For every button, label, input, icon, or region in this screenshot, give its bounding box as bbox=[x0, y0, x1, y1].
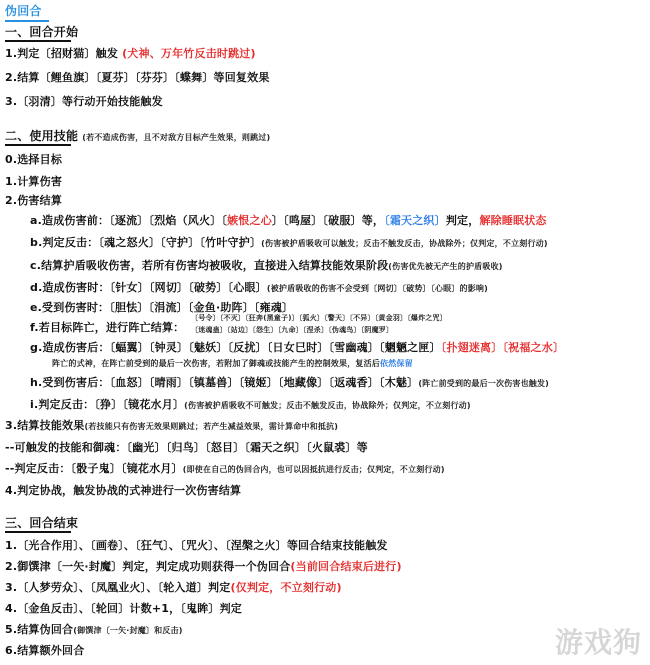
s1-line-3: 3.〔羽清〕等行动开始技能触发 bbox=[5, 95, 163, 108]
s2-item-f-row-1: 〔号令〕〔不灭〕〔狂奔(黑童子)〕〔狐火〕〔警天〕〔不异〕〔黄金羽〕〔爆炸之咒〕 bbox=[191, 314, 447, 322]
s2-item-d-text: d.造成伤害时：〔针女〕〔网切〕〔破势〕〔心眼〕 bbox=[30, 281, 267, 294]
s2-line-3b: --可触发的技能和御魂：〔幽光〕〔归鸟〕〔怒目〕〔霜天之织〕〔火鼠裘〕等 bbox=[5, 441, 368, 454]
section-1-heading: 一、回合开始 bbox=[5, 25, 79, 39]
section-2-underline bbox=[5, 144, 71, 146]
s2-item-i-note-2: 触发；反击不触发反击， bbox=[261, 401, 353, 410]
s2-item-g-note bbox=[52, 356, 413, 371]
s3-line-3-text: 3.〔人梦劳众〕、〔凤凰业火〕、〔轮入道〕判定 bbox=[5, 581, 231, 594]
s1-line-1-text: 1.判定〔招财猫〕触发 bbox=[5, 47, 119, 60]
s2-item-i-cannot: 不可 bbox=[245, 401, 262, 410]
s2-item-g-red-2: 〔祝福之水〕 bbox=[502, 341, 565, 354]
s2-item-a-red: 嫉恨之心 bbox=[227, 214, 272, 227]
s2-line-3c-text: --判定反击：〔骰子鬼〕〔镜花水月〕 bbox=[5, 462, 183, 475]
s2-item-b-coop: 协战除外 bbox=[429, 239, 462, 248]
s2-line-3c-close: ) bbox=[440, 465, 445, 474]
s2-item-i-note: (伤害被护盾吸收 bbox=[184, 401, 246, 410]
s3-line-5-note: (御馔津〔一矢·封魔〕和反击) bbox=[73, 626, 183, 635]
section-3-heading: 三、回合结束 bbox=[5, 516, 79, 530]
s2-item-h-note: (阵亡前受到的最后一次伤害也触发) bbox=[418, 379, 550, 388]
s2-item-b-close: ) bbox=[543, 239, 548, 248]
s3-line-5-text: 5.结算伪回合 bbox=[5, 623, 74, 636]
section-2-heading-text: 二、使用技能 bbox=[5, 129, 79, 143]
s2-item-g-note-blue: 依然保留 bbox=[380, 359, 413, 368]
s2-item-g-text: g.造成伤害后：〔蝠翼〕〔钟灵〕〔魅妖〕〔反扰〕〔日女巳时〕〔雪幽魂〕〔魍魉之匣〕 bbox=[30, 341, 441, 354]
s2-item-f-row-2: 〔迷魂蛊〕〔站边〕〔怨生〕〔九命〕〔涅杀〕〔伪魂鸟〕〔阴魔罗〕 bbox=[191, 326, 394, 334]
s2-item-b-can: 可以 bbox=[322, 239, 339, 248]
s2-item-b-sep: ； bbox=[461, 239, 471, 248]
s2-line-3c-note: (即使在自己的伪回合内，也可以因抵抗进行反击； bbox=[182, 465, 367, 474]
s2-line-0: 0.选择目标 bbox=[5, 153, 63, 166]
s3-line-6: 6.结算额外回合 bbox=[5, 644, 85, 657]
s2-line-4: 4.判定协战，触发协战的式神进行一次伤害结算 bbox=[5, 484, 242, 497]
s2-item-b-judge: 仅判定，不立刻行动 bbox=[470, 239, 544, 248]
s1-line-2: 2.结算〔鲤鱼旗〕〔夏芬〕〔芬芬〕〔蝶舞〕等回复效果 bbox=[5, 71, 270, 84]
s1-line-1 bbox=[5, 46, 256, 61]
s2-item-a-blue: 〔霜天之织〕 bbox=[384, 214, 446, 227]
s3-line-3 bbox=[5, 580, 342, 595]
s2-item-b-text: b.判定反击：〔魂之怒火〕〔守护〕〔竹叶守护〕 bbox=[30, 236, 262, 249]
s1-line-1-note: (犬神、万年竹反击时跳过) bbox=[122, 47, 256, 60]
s2-line-3-text: 3.结算技能效果 bbox=[5, 419, 85, 432]
s2-item-h bbox=[30, 375, 549, 391]
s3-line-3-note: (仅判定，不立刻行动) bbox=[230, 581, 342, 594]
s2-item-a-red-2: 解除睡眠状态 bbox=[479, 214, 547, 227]
s2-item-i-coop: 协战除外 bbox=[352, 401, 385, 410]
s2-item-b bbox=[30, 235, 548, 251]
s3-line-4: 4.〔金鱼反击〕、〔轮回〕计数+1，〔鬼眸〕判定 bbox=[5, 602, 243, 615]
s2-item-g bbox=[30, 340, 564, 355]
s2-line-3c-red: 仅判定，不立刻行动 bbox=[367, 465, 441, 474]
s2-item-i-text: i.判定反击：〔狰〕〔镜花水月〕 bbox=[30, 398, 185, 411]
section-2-heading-note: (若不造成伤害，且不对敌方目标产生效果，则跳过) bbox=[82, 133, 271, 142]
s2-item-a-text-3: 判定， bbox=[445, 214, 480, 227]
s2-item-c bbox=[30, 258, 503, 274]
s2-item-c-text: c.结算护盾吸收伤害，若所有伤害均被吸收，直接进入结算技能效果阶段 bbox=[30, 259, 389, 272]
s2-line-3c bbox=[5, 461, 445, 477]
s3-line-5 bbox=[5, 622, 183, 638]
s2-item-h-text: h.受到伤害后：〔血怒〕〔晴雨〕〔镇墓兽〕〔镜姬〕〔地藏像〕〔返魂香〕〔木魅〕 bbox=[30, 376, 419, 389]
s2-item-c-note-2: 的护盾吸收) bbox=[457, 262, 503, 271]
s2-item-f: f.若目标阵亡，进行阵亡结算： bbox=[30, 321, 185, 334]
s2-item-i bbox=[30, 397, 471, 413]
s2-item-e: e.受到伤害时：〔胆怯〕〔涓流〕〔金鱼·助阵〕〔雍魂〕 bbox=[30, 301, 294, 314]
s2-item-i-close: ) bbox=[466, 401, 471, 410]
s2-line-3 bbox=[5, 418, 338, 434]
s2-item-d bbox=[30, 280, 488, 296]
page-title: 伪回合 bbox=[5, 4, 42, 18]
section-1-underline bbox=[5, 40, 71, 42]
s2-item-i-judge: 仅判定，不立刻行动 bbox=[393, 401, 467, 410]
s2-item-i-sep: ； bbox=[384, 401, 394, 410]
s2-line-3-note: (若技能只有伤害无效果则跳过；若产生减益效果，需计算命中和抵抗) bbox=[84, 422, 339, 431]
s3-line-2-text: 2.御馔津〔一矢·封魔〕判定，判定成功则获得一个伪回合 bbox=[5, 560, 291, 573]
watermark-logo: 游戏狗 bbox=[554, 626, 642, 659]
s3-line-2-note: (当前回合结束后进行) bbox=[290, 560, 402, 573]
s2-item-g-red-1: 〔扑翅迷离〕 bbox=[440, 341, 503, 354]
section-3-underline bbox=[5, 531, 71, 533]
s2-item-d-note: (被护盾吸收的伤害不会受到〔网切〕〔破势〕〔心眼〕的影响) bbox=[266, 284, 488, 293]
title-underline bbox=[5, 20, 49, 22]
s2-line-1: 1.计算伤害 bbox=[5, 175, 63, 188]
s2-item-c-red: 无产生 bbox=[433, 262, 458, 271]
s2-item-a bbox=[30, 213, 547, 228]
s3-line-1: 1.〔光合作用〕、〔画卷〕、〔狂气〕、〔咒火〕、〔涅槃之火〕等回合结束技能触发 bbox=[5, 539, 388, 552]
s2-item-b-note-2: 触发；反击不触发反击， bbox=[338, 239, 430, 248]
s2-item-b-note: (伤害被护盾吸收 bbox=[261, 239, 323, 248]
s2-item-c-note: (伤害优先被 bbox=[388, 262, 434, 271]
s3-line-2 bbox=[5, 559, 402, 574]
s2-line-2: 2.伤害结算 bbox=[5, 194, 63, 207]
section-2-heading bbox=[5, 129, 270, 145]
s2-item-a-text: a.造成伤害前：〔逐流〕〔烈焰（风火〕〔 bbox=[30, 214, 228, 227]
s2-item-a-text-2: 〕〔鸣屋〕〔破服〕等， bbox=[271, 214, 385, 227]
s2-item-g-note-text: 阵亡的式神，在阵亡前受到的最后一次伤害，若附加了御魂或技能产生的控制效果，复活后 bbox=[52, 359, 380, 368]
